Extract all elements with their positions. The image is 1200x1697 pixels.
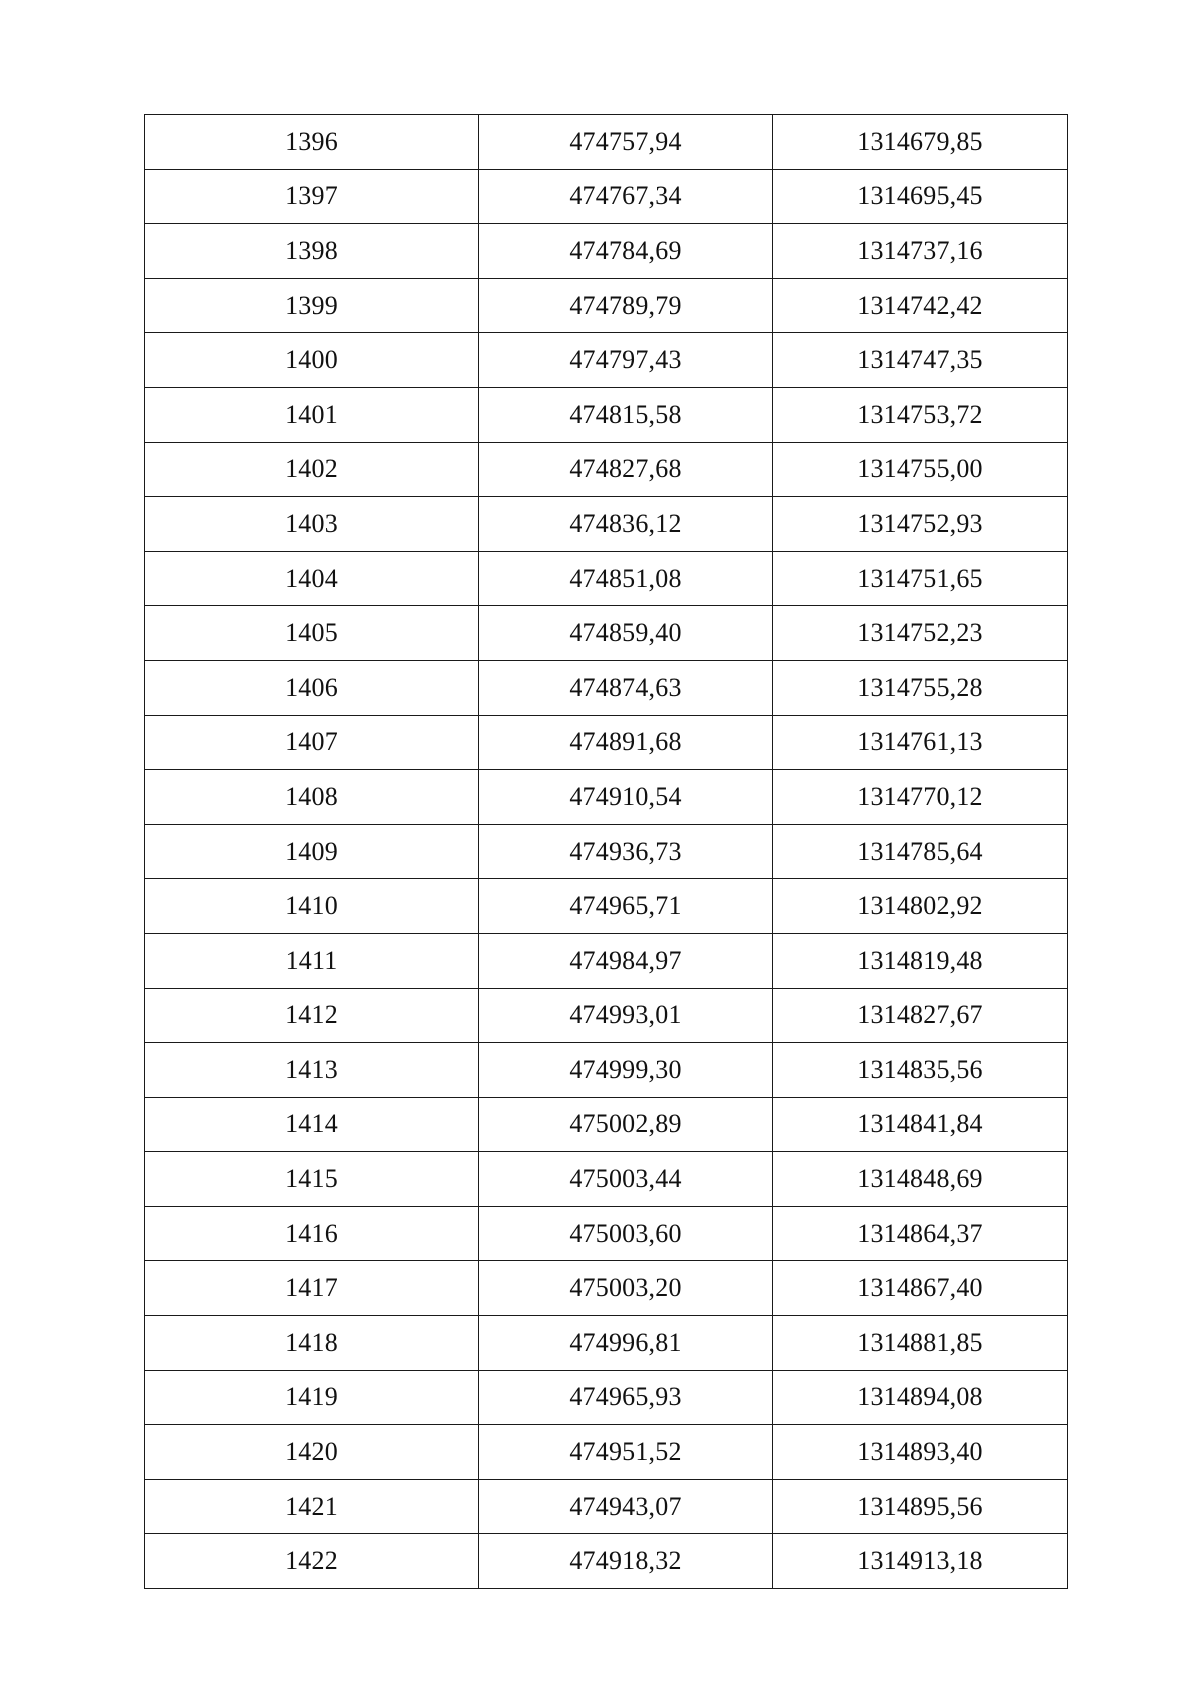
table-row (145, 606, 1068, 661)
x-coordinate-cell: 474757,94 (479, 115, 773, 170)
x-coordinate-cell: 474827,68 (479, 442, 773, 497)
y-coordinate-cell: 1314753,72 (773, 387, 1068, 442)
table-row (145, 879, 1068, 934)
point-number-cell: 1413 (145, 1043, 479, 1098)
x-coordinate-cell: 474789,79 (479, 278, 773, 333)
table-row (145, 1261, 1068, 1316)
y-coordinate-cell: 1314867,40 (773, 1261, 1068, 1316)
x-coordinate-cell: 474999,30 (479, 1043, 773, 1098)
y-coordinate-cell: 1314894,08 (773, 1370, 1068, 1425)
table-row (145, 387, 1068, 442)
x-coordinate-cell: 474984,97 (479, 933, 773, 988)
point-number-cell: 1404 (145, 551, 479, 606)
y-coordinate-cell: 1314752,23 (773, 606, 1068, 661)
y-coordinate-cell: 1314761,13 (773, 715, 1068, 770)
table-row (145, 715, 1068, 770)
point-number-cell: 1419 (145, 1370, 479, 1425)
x-coordinate-cell: 474874,63 (479, 660, 773, 715)
y-coordinate-cell: 1314679,85 (773, 115, 1068, 170)
point-number-cell: 1406 (145, 660, 479, 715)
point-number-cell: 1405 (145, 606, 479, 661)
point-number-cell: 1407 (145, 715, 479, 770)
table-row (145, 551, 1068, 606)
y-coordinate-cell: 1314755,00 (773, 442, 1068, 497)
y-coordinate-cell: 1314802,92 (773, 879, 1068, 934)
x-coordinate-cell: 474996,81 (479, 1316, 773, 1371)
x-coordinate-cell: 474993,01 (479, 988, 773, 1043)
table-row (145, 1043, 1068, 1098)
y-coordinate-cell: 1314881,85 (773, 1316, 1068, 1371)
y-coordinate-cell: 1314893,40 (773, 1425, 1068, 1480)
point-number-cell: 1396 (145, 115, 479, 170)
x-coordinate-cell: 474965,71 (479, 879, 773, 934)
table-row (145, 770, 1068, 825)
x-coordinate-cell: 474910,54 (479, 770, 773, 825)
x-coordinate-cell: 474836,12 (479, 497, 773, 552)
point-number-cell: 1399 (145, 278, 479, 333)
table-row (145, 988, 1068, 1043)
x-coordinate-cell: 474891,68 (479, 715, 773, 770)
x-coordinate-cell: 475003,20 (479, 1261, 773, 1316)
x-coordinate-cell: 474936,73 (479, 824, 773, 879)
table-row (145, 660, 1068, 715)
table-row (145, 278, 1068, 333)
y-coordinate-cell: 1314752,93 (773, 497, 1068, 552)
point-number-cell: 1410 (145, 879, 479, 934)
y-coordinate-cell: 1314755,28 (773, 660, 1068, 715)
table-row (145, 115, 1068, 170)
y-coordinate-cell: 1314742,42 (773, 278, 1068, 333)
y-coordinate-cell: 1314747,35 (773, 333, 1068, 388)
table-row (145, 933, 1068, 988)
point-number-cell: 1414 (145, 1097, 479, 1152)
point-number-cell: 1397 (145, 169, 479, 224)
y-coordinate-cell: 1314864,37 (773, 1206, 1068, 1261)
x-coordinate-cell: 474859,40 (479, 606, 773, 661)
x-coordinate-cell: 474918,32 (479, 1534, 773, 1589)
table-row (145, 333, 1068, 388)
x-coordinate-cell: 474851,08 (479, 551, 773, 606)
x-coordinate-cell: 474951,52 (479, 1425, 773, 1480)
point-number-cell: 1418 (145, 1316, 479, 1371)
x-coordinate-cell: 475003,60 (479, 1206, 773, 1261)
y-coordinate-cell: 1314848,69 (773, 1152, 1068, 1207)
y-coordinate-cell: 1314835,56 (773, 1043, 1068, 1098)
table-row (145, 169, 1068, 224)
point-number-cell: 1417 (145, 1261, 479, 1316)
x-coordinate-cell: 474815,58 (479, 387, 773, 442)
point-number-cell: 1402 (145, 442, 479, 497)
point-number-cell: 1400 (145, 333, 479, 388)
y-coordinate-cell: 1314695,45 (773, 169, 1068, 224)
x-coordinate-cell: 474965,93 (479, 1370, 773, 1425)
table-row (145, 497, 1068, 552)
table-body (145, 115, 1068, 1589)
table-row (145, 1370, 1068, 1425)
table-row (145, 1097, 1068, 1152)
table-row (145, 1534, 1068, 1589)
point-number-cell: 1409 (145, 824, 479, 879)
x-coordinate-cell: 474943,07 (479, 1479, 773, 1534)
point-number-cell: 1403 (145, 497, 479, 552)
y-coordinate-cell: 1314751,65 (773, 551, 1068, 606)
table-row (145, 1206, 1068, 1261)
y-coordinate-cell: 1314770,12 (773, 770, 1068, 825)
table-row (145, 1152, 1068, 1207)
table-row (145, 1479, 1068, 1534)
x-coordinate-cell: 474767,34 (479, 169, 773, 224)
point-number-cell: 1398 (145, 224, 479, 279)
point-number-cell: 1422 (145, 1534, 479, 1589)
y-coordinate-cell: 1314895,56 (773, 1479, 1068, 1534)
coordinates-table (144, 114, 1068, 1589)
table-row (145, 1316, 1068, 1371)
x-coordinate-cell: 474784,69 (479, 224, 773, 279)
point-number-cell: 1408 (145, 770, 479, 825)
y-coordinate-cell: 1314841,84 (773, 1097, 1068, 1152)
y-coordinate-cell: 1314913,18 (773, 1534, 1068, 1589)
y-coordinate-cell: 1314827,67 (773, 988, 1068, 1043)
point-number-cell: 1412 (145, 988, 479, 1043)
x-coordinate-cell: 475002,89 (479, 1097, 773, 1152)
table-row (145, 442, 1068, 497)
x-coordinate-cell: 474797,43 (479, 333, 773, 388)
point-number-cell: 1421 (145, 1479, 479, 1534)
y-coordinate-cell: 1314785,64 (773, 824, 1068, 879)
point-number-cell: 1416 (145, 1206, 479, 1261)
x-coordinate-cell: 475003,44 (479, 1152, 773, 1207)
point-number-cell: 1401 (145, 387, 479, 442)
table-row (145, 824, 1068, 879)
point-number-cell: 1411 (145, 933, 479, 988)
y-coordinate-cell: 1314737,16 (773, 224, 1068, 279)
y-coordinate-cell: 1314819,48 (773, 933, 1068, 988)
table-row (145, 1425, 1068, 1480)
point-number-cell: 1415 (145, 1152, 479, 1207)
point-number-cell: 1420 (145, 1425, 479, 1480)
table-row (145, 224, 1068, 279)
